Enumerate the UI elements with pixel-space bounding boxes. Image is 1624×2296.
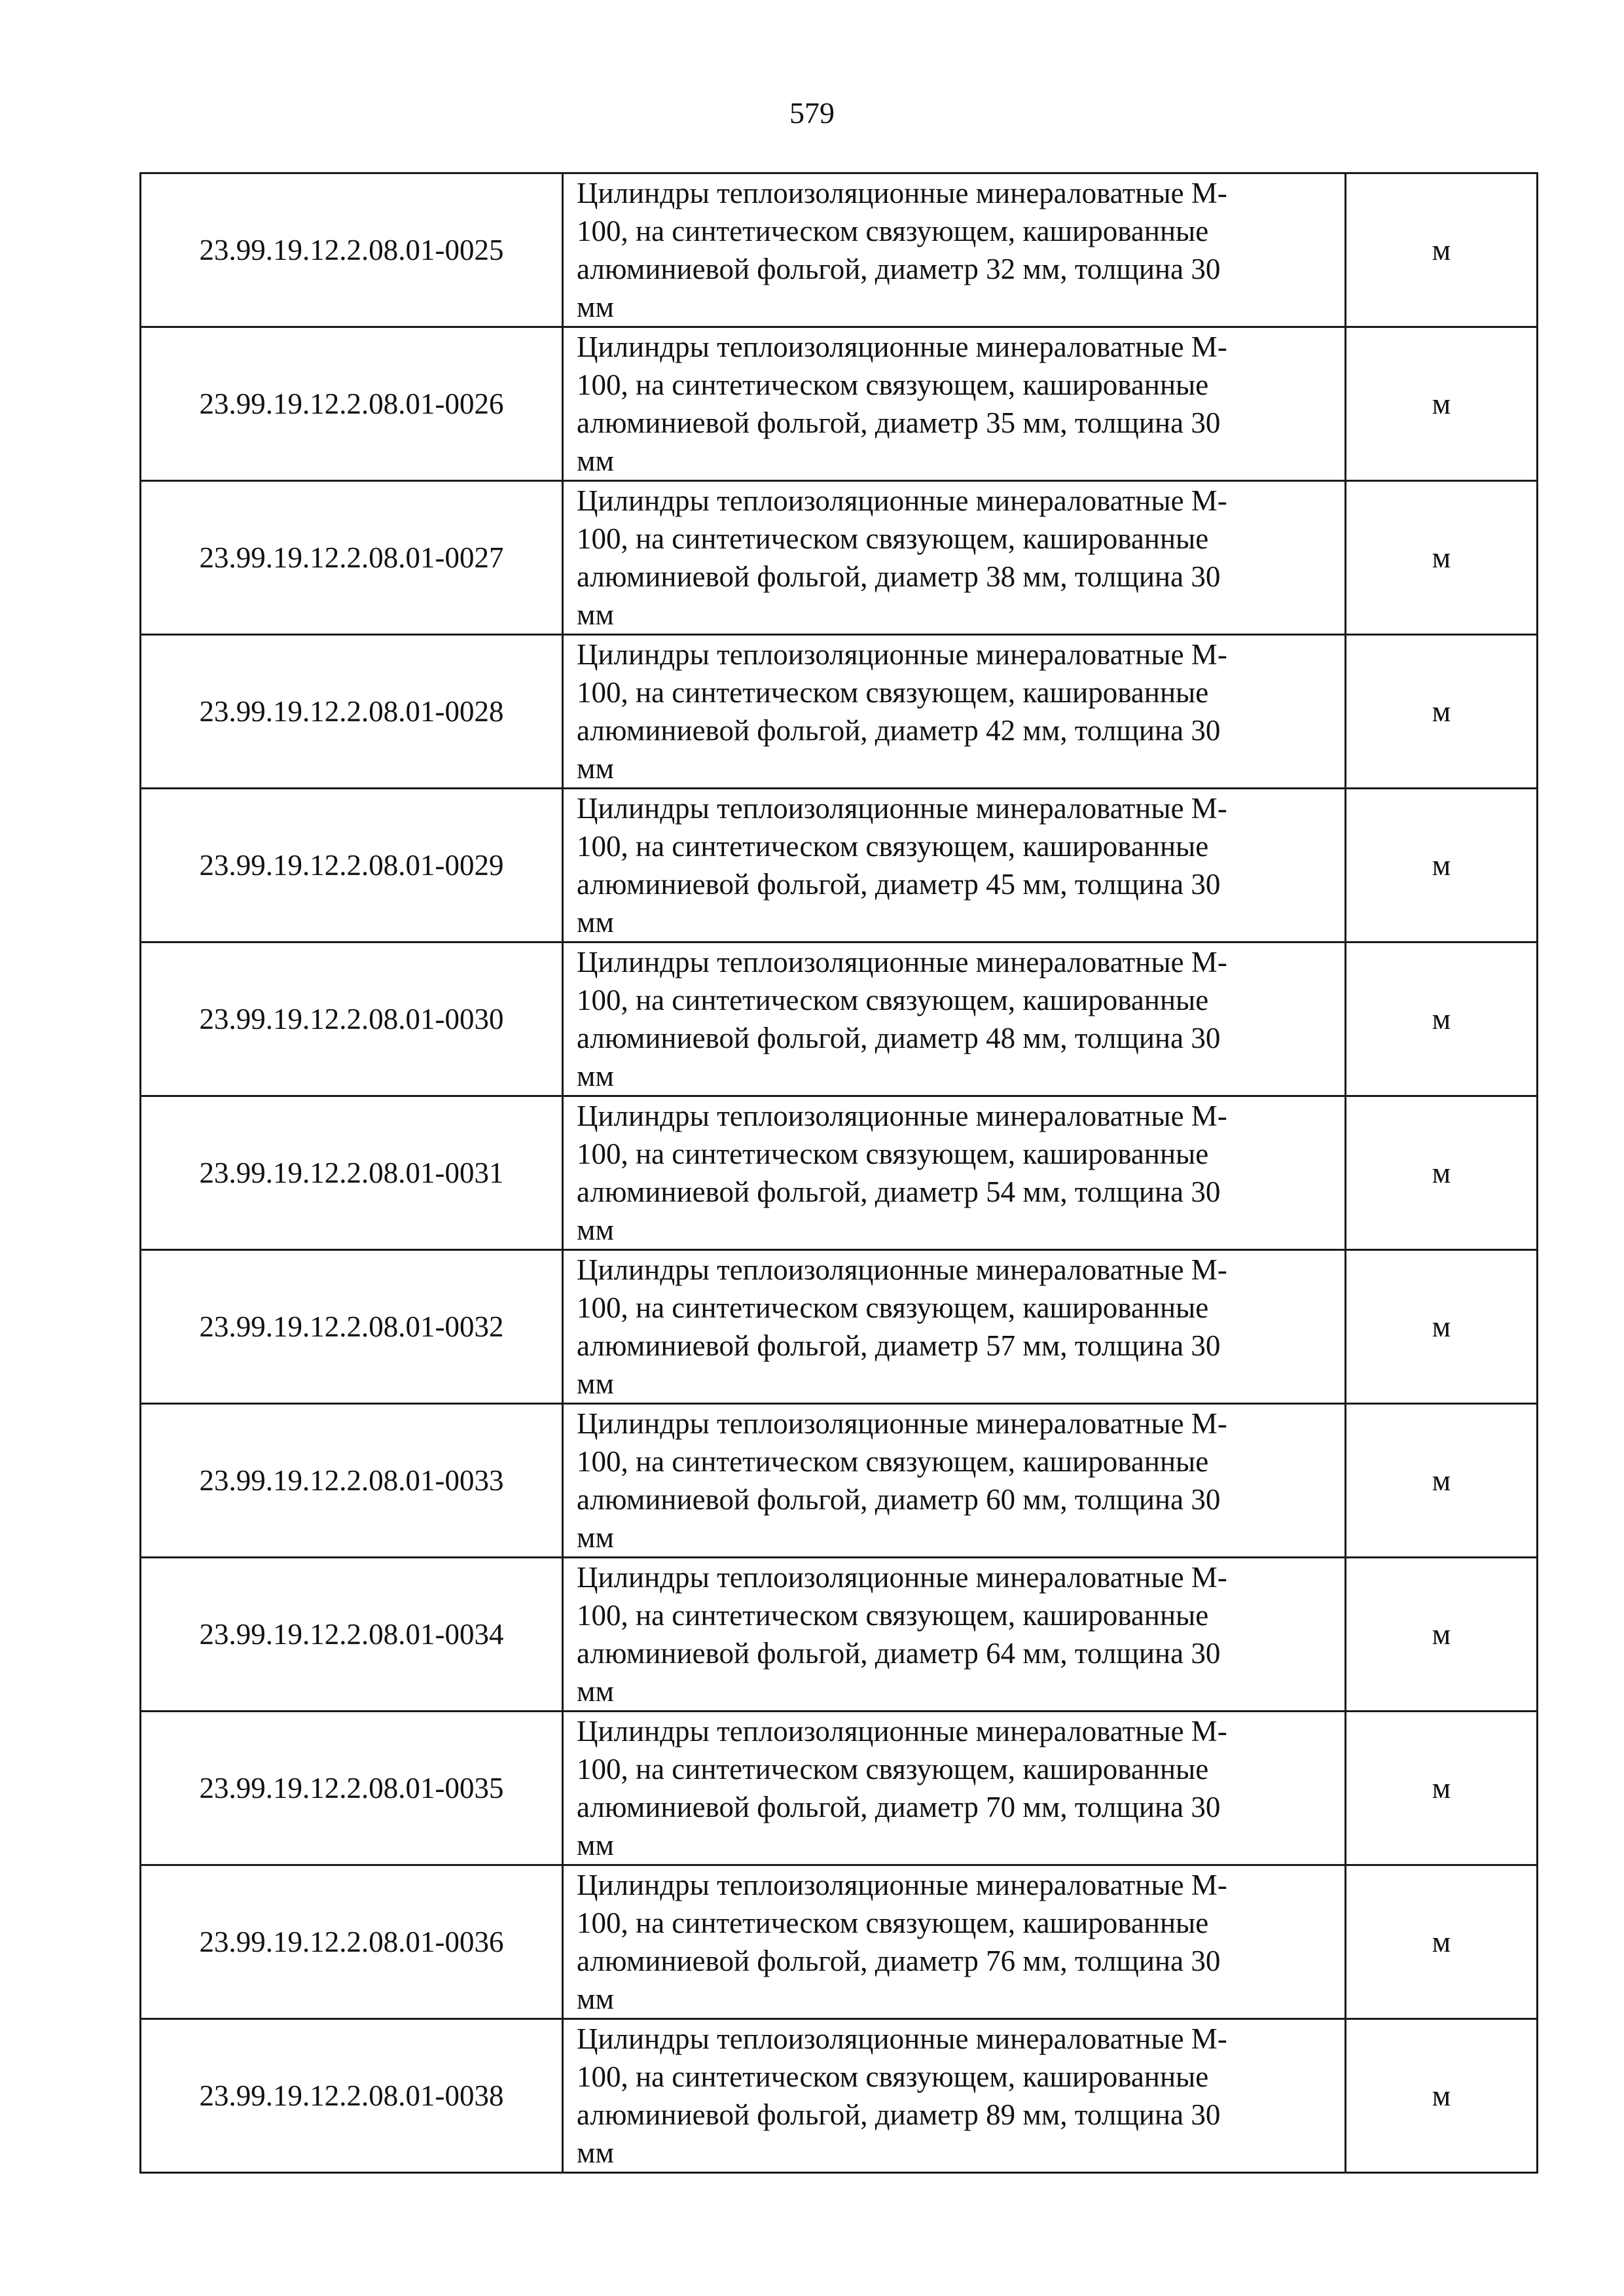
description-line: 100, на синтетическом связующем, кашированные bbox=[577, 215, 1209, 247]
item-code-cell: 23.99.19.12.2.08.01-0033 bbox=[141, 1404, 563, 1558]
description-line: Цилиндры теплоизоляционные минераловатные М- bbox=[577, 792, 1227, 825]
description-line: мм bbox=[577, 1521, 614, 1554]
item-code-cell: 23.99.19.12.2.08.01-0034 bbox=[141, 1558, 563, 1712]
description-line: Цилиндры теплоизоляционные минераловатные М- bbox=[577, 331, 1227, 363]
description-line: Цилиндры теплоизоляционные минераловатные М- bbox=[577, 1100, 1227, 1132]
unit-cell: м bbox=[1346, 1558, 1538, 1712]
unit-cell: м bbox=[1346, 1712, 1538, 1865]
table-row bbox=[141, 635, 1538, 789]
description-line: мм bbox=[577, 906, 614, 939]
item-description-cell bbox=[563, 327, 1346, 481]
unit-cell: м bbox=[1346, 1865, 1538, 2019]
description-line: алюминиевой фольгой, диаметр 48 мм, толщина 30 bbox=[577, 1022, 1221, 1054]
description-line: мм bbox=[577, 2136, 614, 2169]
unit-cell: м bbox=[1346, 942, 1538, 1096]
table-row bbox=[141, 942, 1538, 1096]
materials-table bbox=[139, 172, 1538, 2174]
item-description-cell bbox=[563, 789, 1346, 942]
description-line: алюминиевой фольгой, диаметр 89 мм, толщина 30 bbox=[577, 2098, 1221, 2131]
description-line: мм bbox=[577, 1367, 614, 1400]
description-line: алюминиевой фольгой, диаметр 54 мм, толщина 30 bbox=[577, 1175, 1221, 1208]
description-line: 100, на синтетическом связующем, кашированные bbox=[577, 1599, 1209, 1632]
description-line: мм bbox=[577, 444, 614, 477]
description-line: 100, на синтетическом связующем, кашированные bbox=[577, 1138, 1209, 1170]
page-number: 579 bbox=[789, 96, 835, 130]
description-line: Цилиндры теплоизоляционные минераловатные М- bbox=[577, 1561, 1227, 1594]
table-row bbox=[141, 1558, 1538, 1712]
description-line: Цилиндры теплоизоляционные минераловатные М- bbox=[577, 1869, 1227, 1901]
item-code-cell: 23.99.19.12.2.08.01-0032 bbox=[141, 1250, 563, 1404]
item-code-cell: 23.99.19.12.2.08.01-0028 bbox=[141, 635, 563, 789]
description-line: 100, на синтетическом связующем, кашированные bbox=[577, 1907, 1209, 1939]
description-line: Цилиндры теплоизоляционные минераловатные М- bbox=[577, 638, 1227, 671]
description-line: 100, на синтетическом связующем, кашированные bbox=[577, 2060, 1209, 2093]
description-line: Цилиндры теплоизоляционные минераловатные М- bbox=[577, 484, 1227, 517]
description-line: 100, на синтетическом связующем, кашированные bbox=[577, 1753, 1209, 1785]
item-code-cell: 23.99.19.12.2.08.01-0026 bbox=[141, 327, 563, 481]
item-description-cell bbox=[563, 173, 1346, 327]
item-description-cell bbox=[563, 1250, 1346, 1404]
unit-cell: м bbox=[1346, 327, 1538, 481]
item-description-cell bbox=[563, 1096, 1346, 1250]
item-code-cell: 23.99.19.12.2.08.01-0030 bbox=[141, 942, 563, 1096]
description-line: мм bbox=[577, 598, 614, 631]
description-line: мм bbox=[577, 1213, 614, 1246]
description-line: алюминиевой фольгой, диаметр 64 мм, толщина 30 bbox=[577, 1637, 1221, 1670]
description-line: алюминиевой фольгой, диаметр 45 мм, толщина 30 bbox=[577, 868, 1221, 901]
item-description-cell bbox=[563, 1558, 1346, 1712]
description-line: мм bbox=[577, 1060, 614, 1092]
description-line: 100, на синтетическом связующем, кашированные bbox=[577, 676, 1209, 709]
description-line: алюминиевой фольгой, диаметр 35 мм, толщина 30 bbox=[577, 406, 1221, 439]
description-line: Цилиндры теплоизоляционные минераловатные М- bbox=[577, 1407, 1227, 1440]
description-line: мм bbox=[577, 1982, 614, 2015]
item-code-cell: 23.99.19.12.2.08.01-0031 bbox=[141, 1096, 563, 1250]
item-description-cell bbox=[563, 1404, 1346, 1558]
unit-cell: м bbox=[1346, 1404, 1538, 1558]
description-line: 100, на синтетическом связующем, кашированные bbox=[577, 1445, 1209, 1478]
table-row bbox=[141, 1404, 1538, 1558]
description-line: Цилиндры теплоизоляционные минераловатные М- bbox=[577, 2022, 1227, 2055]
item-description-cell bbox=[563, 1712, 1346, 1865]
item-description-cell bbox=[563, 635, 1346, 789]
description-line: мм bbox=[577, 1829, 614, 1861]
item-code-cell: 23.99.19.12.2.08.01-0029 bbox=[141, 789, 563, 942]
unit-cell: м bbox=[1346, 789, 1538, 942]
table-row bbox=[141, 1250, 1538, 1404]
table-row bbox=[141, 327, 1538, 481]
unit-cell: м bbox=[1346, 1250, 1538, 1404]
item-code-cell: 23.99.19.12.2.08.01-0027 bbox=[141, 481, 563, 635]
item-description-cell bbox=[563, 1865, 1346, 2019]
item-description-cell bbox=[563, 2019, 1346, 2173]
unit-cell: м bbox=[1346, 481, 1538, 635]
item-code-cell: 23.99.19.12.2.08.01-0025 bbox=[141, 173, 563, 327]
table-body bbox=[141, 173, 1538, 2173]
description-line: алюминиевой фольгой, диаметр 42 мм, толщина 30 bbox=[577, 714, 1221, 747]
description-line: Цилиндры теплоизоляционные минераловатные М- bbox=[577, 1715, 1227, 1748]
description-line: 100, на синтетическом связующем, кашированные bbox=[577, 1291, 1209, 1324]
table-row bbox=[141, 2019, 1538, 2173]
item-code-cell: 23.99.19.12.2.08.01-0035 bbox=[141, 1712, 563, 1865]
description-line: Цилиндры теплоизоляционные минераловатные М- bbox=[577, 946, 1227, 978]
description-line: Цилиндры теплоизоляционные минераловатные М- bbox=[577, 1253, 1227, 1286]
table-row bbox=[141, 1865, 1538, 2019]
description-line: алюминиевой фольгой, диаметр 32 мм, толщина 30 bbox=[577, 253, 1221, 285]
table-row bbox=[141, 481, 1538, 635]
table-row bbox=[141, 789, 1538, 942]
description-line: алюминиевой фольгой, диаметр 57 мм, толщина 30 bbox=[577, 1329, 1221, 1362]
unit-cell: м bbox=[1346, 173, 1538, 327]
description-line: Цилиндры теплоизоляционные минераловатные М- bbox=[577, 177, 1227, 209]
description-line: мм bbox=[577, 291, 614, 323]
item-code-cell: 23.99.19.12.2.08.01-0036 bbox=[141, 1865, 563, 2019]
description-line: 100, на синтетическом связующем, кашированные bbox=[577, 830, 1209, 863]
description-line: 100, на синтетическом связующем, кашированные bbox=[577, 984, 1209, 1016]
description-line: мм bbox=[577, 752, 614, 785]
unit-cell: м bbox=[1346, 1096, 1538, 1250]
description-line: алюминиевой фольгой, диаметр 60 мм, толщина 30 bbox=[577, 1483, 1221, 1516]
description-line: 100, на синтетическом связующем, кашированные bbox=[577, 368, 1209, 401]
description-line: алюминиевой фольгой, диаметр 70 мм, толщина 30 bbox=[577, 1791, 1221, 1823]
description-line: мм bbox=[577, 1675, 614, 1708]
item-description-cell bbox=[563, 942, 1346, 1096]
description-line: алюминиевой фольгой, диаметр 38 мм, толщина 30 bbox=[577, 560, 1221, 593]
item-description-cell bbox=[563, 481, 1346, 635]
description-line: алюминиевой фольгой, диаметр 76 мм, толщина 30 bbox=[577, 1945, 1221, 1977]
unit-cell: м bbox=[1346, 2019, 1538, 2173]
table-row bbox=[141, 1096, 1538, 1250]
table-row bbox=[141, 173, 1538, 327]
unit-cell: м bbox=[1346, 635, 1538, 789]
item-code-cell: 23.99.19.12.2.08.01-0038 bbox=[141, 2019, 563, 2173]
description-line: 100, на синтетическом связующем, кашированные bbox=[577, 522, 1209, 555]
table-row bbox=[141, 1712, 1538, 1865]
